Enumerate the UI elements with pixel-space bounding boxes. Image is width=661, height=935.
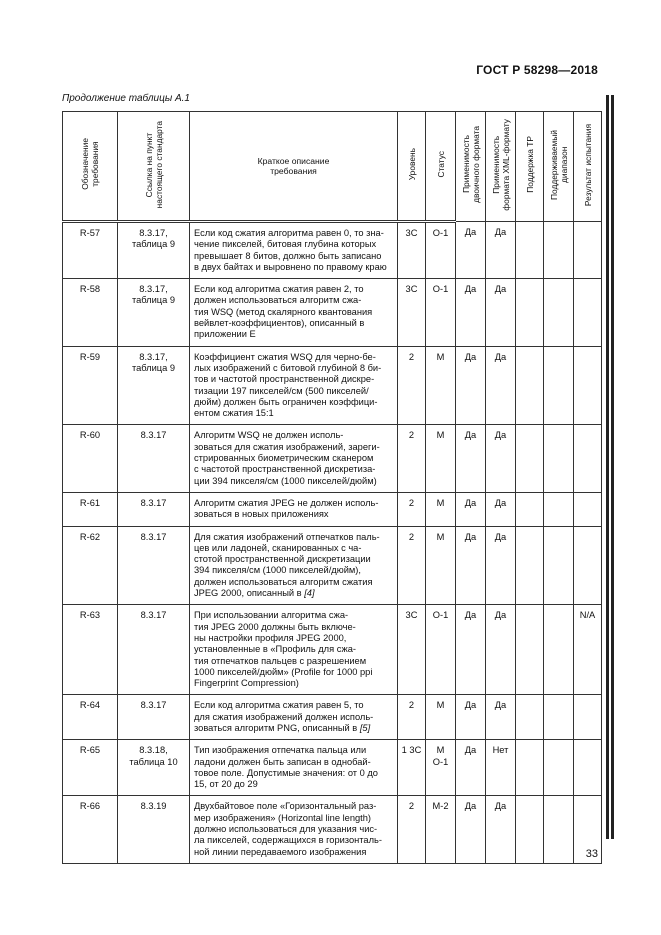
standard-reference: 8.3.17 — [118, 492, 190, 526]
requirement-description: Если код алгоритма сжатия равен 5, то для сжатия изображений должен исполь- зоваться алгоритм PNG, описанный в [5] — [190, 695, 398, 740]
supported-range-cell — [544, 346, 574, 425]
test-result-cell: N/A — [574, 605, 602, 695]
binary-applicability-cell: Да — [456, 605, 486, 695]
requirement-id: R-63 — [63, 605, 118, 695]
level-cell: 2 — [398, 346, 426, 425]
standard-reference: 8.3.17, таблица 9 — [118, 279, 190, 346]
tr-support-cell — [516, 605, 544, 695]
level-cell: 3С — [398, 605, 426, 695]
requirement-id: R-66 — [63, 796, 118, 863]
test-result-cell — [574, 346, 602, 425]
status-cell: М — [426, 695, 456, 740]
supported-range-cell — [544, 605, 574, 695]
requirement-description: Алгоритм WSQ не должен исполь- зоваться для сжатия изображений, зареги- стрированных биометрическим сканером с частотой пространственной дискретиза- ции 394 пикселя/см (1000 пикселей/дюйм) — [190, 425, 398, 492]
xml-applicability-cell: Да — [486, 425, 516, 492]
xml-applicability-cell: Да — [486, 605, 516, 695]
tr-support-cell — [516, 492, 544, 526]
column-header-id: Обозначение требования — [63, 112, 118, 222]
tr-support-cell — [516, 740, 544, 796]
tr-support-cell — [516, 279, 544, 346]
binary-applicability-cell: Да — [456, 492, 486, 526]
requirement-description: Если код сжатия алгоритма равен 0, то зна- чение пикселей, битовая глубина которых превышает 8 битов, должно быть записано в двух байтах и выровнено по правому краю — [190, 222, 398, 279]
supported-range-cell — [544, 740, 574, 796]
supported-range-cell — [544, 695, 574, 740]
requirement-description: Если код алгоритма сжатия равен 2, то должен использоваться алгоритм сжа- тия WSQ (метод скалярного квантования вейвлет-коэффициентов), описанный в приложении Е — [190, 279, 398, 346]
tr-support-cell — [516, 695, 544, 740]
column-header-result: Результат испытания — [574, 112, 602, 222]
binary-applicability-cell: Да — [456, 740, 486, 796]
requirement-description: Двухбайтовое поле «Горизонтальный раз- мер изображения» (Horizontal line length) должно использоваться для указания чис- ла пикселей, содержащихся в горизонталь- ной линии передаваемого изображения — [190, 796, 398, 863]
status-cell: М — [426, 526, 456, 605]
binary-applicability-cell: Да — [456, 526, 486, 605]
level-cell: 2 — [398, 425, 426, 492]
requirement-description: Алгоритм сжатия JPEG не должен исполь- зоваться в новых приложениях — [190, 492, 398, 526]
table-row — [63, 222, 602, 279]
standard-reference: 8.3.17 — [118, 605, 190, 695]
status-cell: О-1 — [426, 222, 456, 279]
xml-applicability-cell: Нет — [486, 740, 516, 796]
bibliography-reference: [4] — [304, 588, 315, 599]
binary-applicability-cell: Да — [456, 222, 486, 279]
test-result-cell — [574, 222, 602, 279]
margin-rule — [611, 95, 614, 839]
binary-applicability-cell: Да — [456, 425, 486, 492]
column-header-status: Статус — [426, 112, 456, 222]
level-cell: 3С — [398, 279, 426, 346]
bibliography-reference: [5] — [359, 722, 371, 733]
standard-reference: 8.3.17 — [118, 425, 190, 492]
level-cell: 2 — [398, 526, 426, 605]
level-cell: 3С — [398, 222, 426, 279]
status-cell: О-1 — [426, 605, 456, 695]
standard-reference: 8.3.18, таблица 10 — [118, 740, 190, 796]
xml-applicability-cell: Да — [486, 279, 516, 346]
standard-reference: 8.3.17 — [118, 526, 190, 605]
table-row — [63, 526, 602, 605]
status-cell: М-2 — [426, 796, 456, 863]
column-header-description: Краткое описание требования — [190, 112, 398, 222]
requirement-id: R-62 — [63, 526, 118, 605]
xml-applicability-cell: Да — [486, 346, 516, 425]
column-header-range: Поддерживаемый диапазон — [544, 112, 574, 222]
status-cell: М — [426, 492, 456, 526]
standard-reference: 8.3.17, таблица 9 — [118, 222, 190, 279]
table-row — [63, 740, 602, 796]
standard-reference: 8.3.17, таблица 9 — [118, 346, 190, 425]
requirement-id: R-64 — [63, 695, 118, 740]
xml-applicability-cell: Да — [486, 222, 516, 279]
requirement-id: R-59 — [63, 346, 118, 425]
tr-support-cell — [516, 796, 544, 863]
column-header-ref: Ссылка на пункт настоящего стандарта — [118, 112, 190, 222]
level-cell: 2 — [398, 796, 426, 863]
test-result-cell — [574, 279, 602, 346]
level-cell: 1 3С — [398, 740, 426, 796]
tr-support-cell — [516, 425, 544, 492]
requirement-id: R-57 — [63, 222, 118, 279]
status-cell: М — [426, 425, 456, 492]
table-caption: Продолжение таблицы А.1 — [62, 93, 190, 104]
column-header-xml: Применимость формата XML-формату — [486, 112, 516, 222]
binary-applicability-cell: Да — [456, 346, 486, 425]
test-result-cell — [574, 526, 602, 605]
requirement-description: Коэффициент сжатия WSQ для черно-бе- лых изображений с битовой глубиной 8 би- тов и частотой пространственной дискре- тизации 197 пикселей/см (500 пикселей/ дюйм) должен быть ограничен коэффици- ентом сжатия 15:1 — [190, 346, 398, 425]
page-number: 33 — [585, 848, 598, 860]
supported-range-cell — [544, 526, 574, 605]
status-cell: М О-1 — [426, 740, 456, 796]
requirement-description: Тип изображения отпечатка пальца или ладони должен быть записан в однобай- товое поле. Допустимые значения: от 0 до 15, от 20 до 29 — [190, 740, 398, 796]
tr-support-cell — [516, 526, 544, 605]
requirement-description: При использовании алгоритма сжа- тия JPEG 2000 должны быть включе- ны настройки профиля JPEG 2000, установленные в «Профиль для сжа- тия отпечатков пальцев с разрешением 1000 пикселей/дюйм» (Profile for 1000 ppi Fingerprint Compression) — [190, 605, 398, 695]
xml-applicability-cell: Да — [486, 796, 516, 863]
requirement-id: R-60 — [63, 425, 118, 492]
status-cell: О-1 — [426, 279, 456, 346]
binary-applicability-cell: Да — [456, 796, 486, 863]
table-row — [63, 695, 602, 740]
xml-applicability-cell: Да — [486, 695, 516, 740]
table-row — [63, 279, 602, 346]
table-row — [63, 425, 602, 492]
level-cell: 2 — [398, 492, 426, 526]
column-header-tr-support: Поддержка ТР — [516, 112, 544, 222]
standard-reference: 8.3.19 — [118, 796, 190, 863]
test-result-cell — [574, 425, 602, 492]
requirement-id: R-58 — [63, 279, 118, 346]
status-cell: М — [426, 346, 456, 425]
binary-applicability-cell: Да — [456, 279, 486, 346]
level-cell: 2 — [398, 695, 426, 740]
supported-range-cell — [544, 279, 574, 346]
table-row — [63, 796, 602, 863]
xml-applicability-cell: Да — [486, 492, 516, 526]
column-header-level: Уровень — [398, 112, 426, 222]
requirement-id: R-61 — [63, 492, 118, 526]
test-result-cell — [574, 695, 602, 740]
table-header-row — [63, 112, 602, 222]
tr-support-cell — [516, 346, 544, 425]
document-header: ГОСТ Р 58298—2018 — [476, 63, 598, 77]
table-row — [63, 605, 602, 695]
requirements-table — [62, 111, 602, 864]
xml-applicability-cell: Да — [486, 526, 516, 605]
supported-range-cell — [544, 492, 574, 526]
tr-support-cell — [516, 222, 544, 279]
requirement-description: Для сжатия изображений отпечатков паль- цев или ладоней, сканированных с ча- стотой пространственной дискретизации 394 пикселя/см (1000 пикселей/дюйм), должен использоваться алгоритм сжатия JPEG 2000, описанный в [4] — [190, 526, 398, 605]
supported-range-cell — [544, 796, 574, 863]
requirement-id: R-65 — [63, 740, 118, 796]
test-result-cell — [574, 740, 602, 796]
table-row — [63, 346, 602, 425]
supported-range-cell — [544, 222, 574, 279]
test-result-cell — [574, 492, 602, 526]
table-row — [63, 492, 602, 526]
standard-reference: 8.3.17 — [118, 695, 190, 740]
supported-range-cell — [544, 425, 574, 492]
margin-rule — [606, 95, 609, 839]
binary-applicability-cell: Да — [456, 695, 486, 740]
column-header-binary: Применимость двоичного формата — [456, 112, 486, 222]
